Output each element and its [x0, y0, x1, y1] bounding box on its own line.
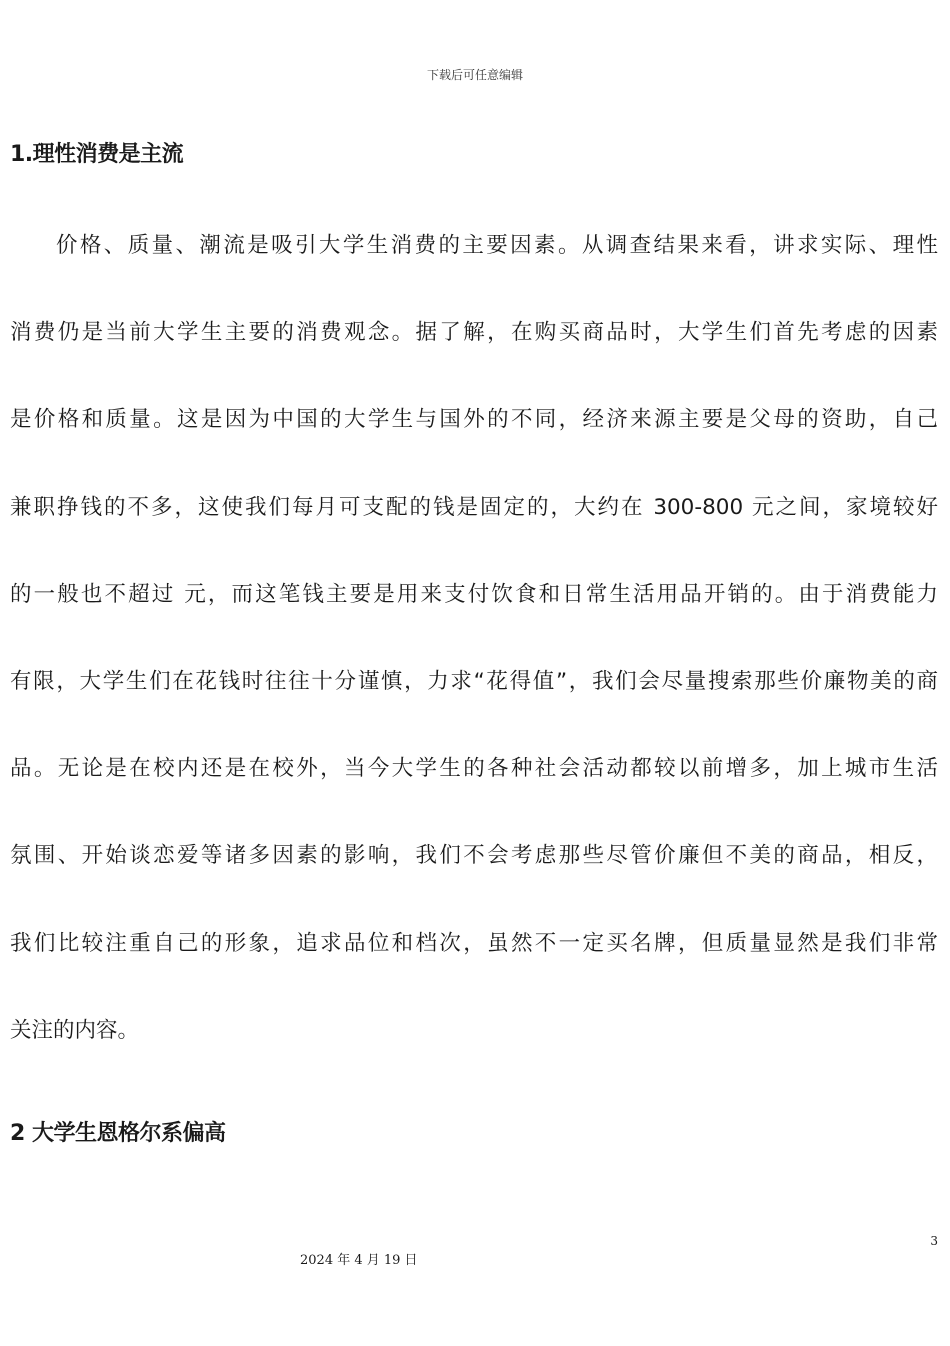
- section-heading-engel-coefficient: 2 大学生恩格尔系偏高: [10, 1121, 226, 1146]
- paragraph-line: 我们比较注重自己的形象，追求品位和档次，虽然不一定买名牌，但质量显然是我们非常: [10, 930, 938, 956]
- paragraph-line: 价格、质量、潮流是吸引大学生消费的主要因素。从调查结果来看，讲求实际、理性: [56, 233, 938, 258]
- page-header-note: 下载后可任意编辑: [426, 68, 523, 82]
- body-paragraph: [10, 217, 938, 1089]
- paragraph-line: 是价格和质量。这是因为中国的大学生与国外的不同，经济来源主要是父母的资助，自己: [10, 407, 938, 433]
- section-heading-rational-consumption: 1.理性消费是主流: [10, 142, 184, 167]
- paragraph-line: 关注的内容。: [10, 1017, 140, 1043]
- paragraph-line: 的一般也不超过 元，而这笔钱主要是用来支付饮食和日常生活用品开销的。由于消费能力: [10, 581, 938, 607]
- paragraph-line: 兼职挣钱的不多，这使我们每月可支配的钱是固定的，大约在 300-800 元之间，家境较好: [10, 494, 938, 520]
- paragraph-line: 品。无论是在校内还是在校外，当今大学生的各种社会活动都较以前增多，加上城市生活: [10, 756, 938, 782]
- page-number: 3: [930, 1234, 938, 1248]
- paragraph-line: 氛围、开始谈恋爱等诸多因素的影响，我们不会考虑那些尽管价廉但不美的商品，相反，: [10, 843, 938, 869]
- paragraph-line: 有限，大学生们在花钱时往往十分谨慎，力求“花得值”，我们会尽量搜索那些价廉物美的商: [10, 668, 938, 694]
- paragraph-line: 消费仍是当前大学生主要的消费观念。据了解，在购买商品时，大学生们首先考虑的因素: [10, 320, 938, 346]
- page-date: 2024 年 4 月 19 日: [300, 1253, 418, 1268]
